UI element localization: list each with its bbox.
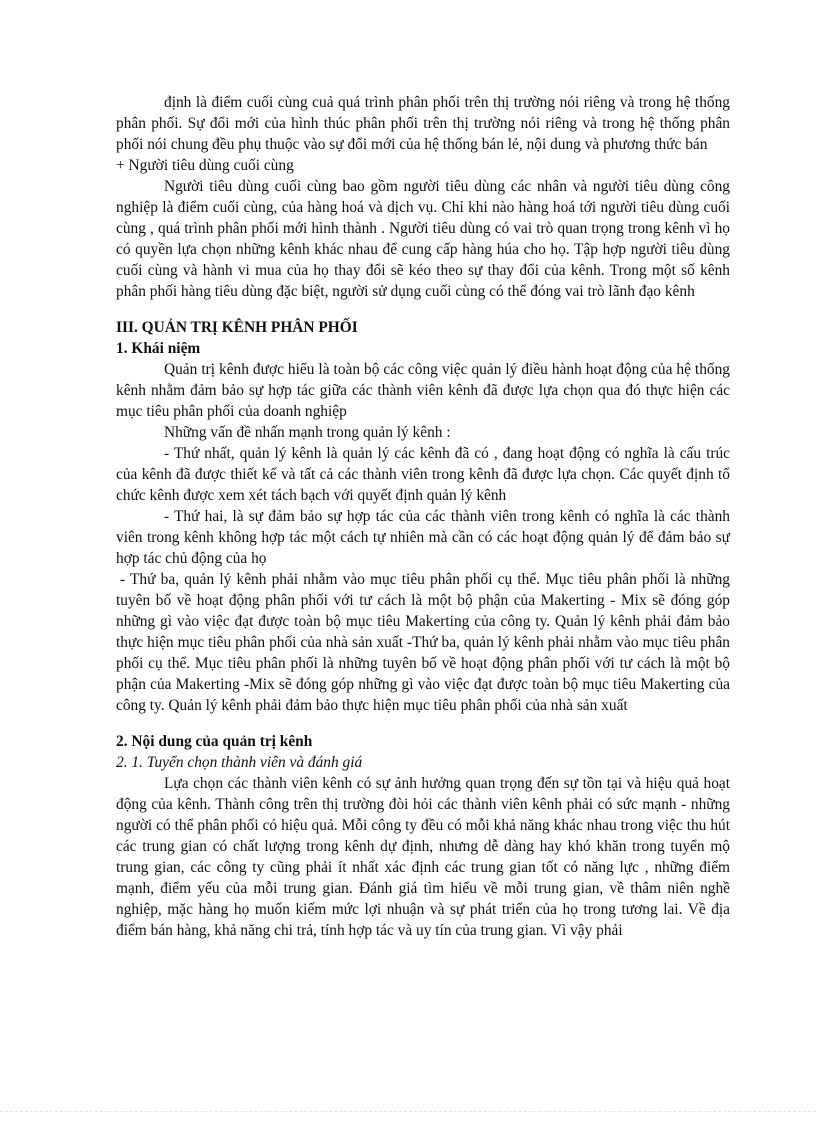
paragraph-end-consumer: Người tiêu dùng cuối cùng bao gồm người tiêu dùng các nhân và người tiêu dùng công nghiệp là điểm cuối cùng, của hàng hoá và dịch vụ. Chỉ khi nào hàng hoá tới người tiêu dùng cuối cùng , quá trình phân phối mới hình thành . Người tiêu dùng có vai trò quan trọng trong kênh vì họ có quyền lựa chọn những kênh khác nhau để cung cấp hàng húa cho họ. Tập hợp người tiêu dùng cuối cùng và hành vi mua của họ thay đổi sẽ kéo theo sự thay đổi của kênh. Trong một số kênh phân phối hàng tiêu dùng đặc biệt, người sử dụng cuối cùng có thể đóng vai trò lãnh đạo kênh bbox=[116, 178, 730, 300]
paragraph-point-three: - Thứ ba, quản lý kênh phải nhằm vào mục tiêu phân phối cụ thể. Mục tiêu phân phối là những tuyên bố về hoạt động phân phối với tư cách là một bộ phận của Makerting - Mix sẽ đóng góp những gì vào việc đạt được toàn bộ mục tiêu Makerting của công ty. Quản lý kênh phải đảm bảo thực hiện mục tiêu phân phối của nhà sản xuất -Thứ ba, quản lý kênh phải nhằm vào mục tiêu phân phối cụ thể. Mục tiêu phân phối là những tuyên bố về hoạt động phân phối với tư cách là một bộ phận của Makerting -Mix sẽ đóng góp những gì vào việc đạt được toàn bộ mục tiêu Makerting của công ty. Quản lý kênh phải đảm bảo thực hiện mục tiêu phân phối của nhà sản xuất bbox=[116, 571, 730, 714]
paragraph-concept: Quản trị kênh được hiểu là toàn bộ các công việc quản lý điều hành hoạt động của hệ thống kênh nhằm đảm bảo sự hợp tác giữa các thành viên kênh đã được lựa chọn qua đó thực hiện các mục tiêu phân phối của doanh nghiệp bbox=[116, 361, 730, 420]
subheading-concept: 1. Khái niệm bbox=[116, 340, 201, 357]
subheading-member-selection: 2. 1. Tuyển chọn thành viên và đánh giá bbox=[116, 754, 363, 771]
section-heading-channel-management: III. QUẢN TRỊ KÊNH PHÂN PHỐI bbox=[116, 319, 358, 336]
paragraph-retail-conclusion: định là điểm cuối cùng cuả quá trình phân phối trên thị trường nói riêng và trong hệ thống phân phối. Sự đổi mới của hình thúc phân phối trên thị trường nói riêng và trong hệ thống phân phối nói chung đều phụ thuộc vào sự đổi mới của hệ thống bán lẻ, nội dung và phương thức bán bbox=[116, 94, 730, 153]
page-bottom-divider bbox=[0, 1111, 816, 1112]
paragraph-emphasis-intro: Những vấn đề nhấn mạnh trong quản lý kênh : bbox=[164, 424, 451, 441]
bullet-end-consumer: + Người tiêu dùng cuối cùng bbox=[116, 157, 294, 174]
paragraph-point-two: - Thứ hai, là sự đảm bảo sự hợp tác của các thành viên trong kênh có nghĩa là các thành viên trong kênh không hợp tác một cách tự nhiên mà cần có các hoạt động quản lý để đảm bảo sự hợp tác chủ động của họ bbox=[116, 508, 730, 567]
subheading-management-content: 2. Nội dung của quản trị kênh bbox=[116, 733, 313, 750]
paragraph-point-one: - Thứ nhất, quản lý kênh là quản lý các kênh đã có , đang hoạt động có nghĩa là cấu trúc của kênh đã được thiết kế và tất cả các thành viên trong kênh đã được lựa chọn. Các quyết định tổ chức kênh được xem xét tách bạch với quyết định quản lý kênh bbox=[116, 445, 730, 504]
paragraph-member-selection: Lựa chọn các thành viên kênh có sự ảnh hưởng quan trọng đến sự tồn tại và hiệu quả hoạt động của kênh. Thành công trên thị trường đòi hỏi các thành viên kênh phải có sức mạnh - những người có thể phân phối có hiệu quả. Mỗi công ty đều có mỗi khả năng khác nhau trong việc thu hút các trung gian có chất lượng trong kênh dự định, nhưng dễ dàng hay khó khăn trong tuyển mộ trung gian, các công ty cũng phải ít nhất xác định các trung gian tốt có năng lực , những điểm mạnh, điểm yếu của mỗi trung gian. Đánh giá tìm hiểu về mỗi trung gian, về thâm niên nghề nghiệp, mặc hàng họ muốn kiếm mức lợi nhuận và sự phát triển của họ trong tương lai. Về địa điểm bán hàng, khả năng chi trả, tính hợp tác và uy tín của trung gian. Vì vậy phải bbox=[116, 775, 730, 939]
